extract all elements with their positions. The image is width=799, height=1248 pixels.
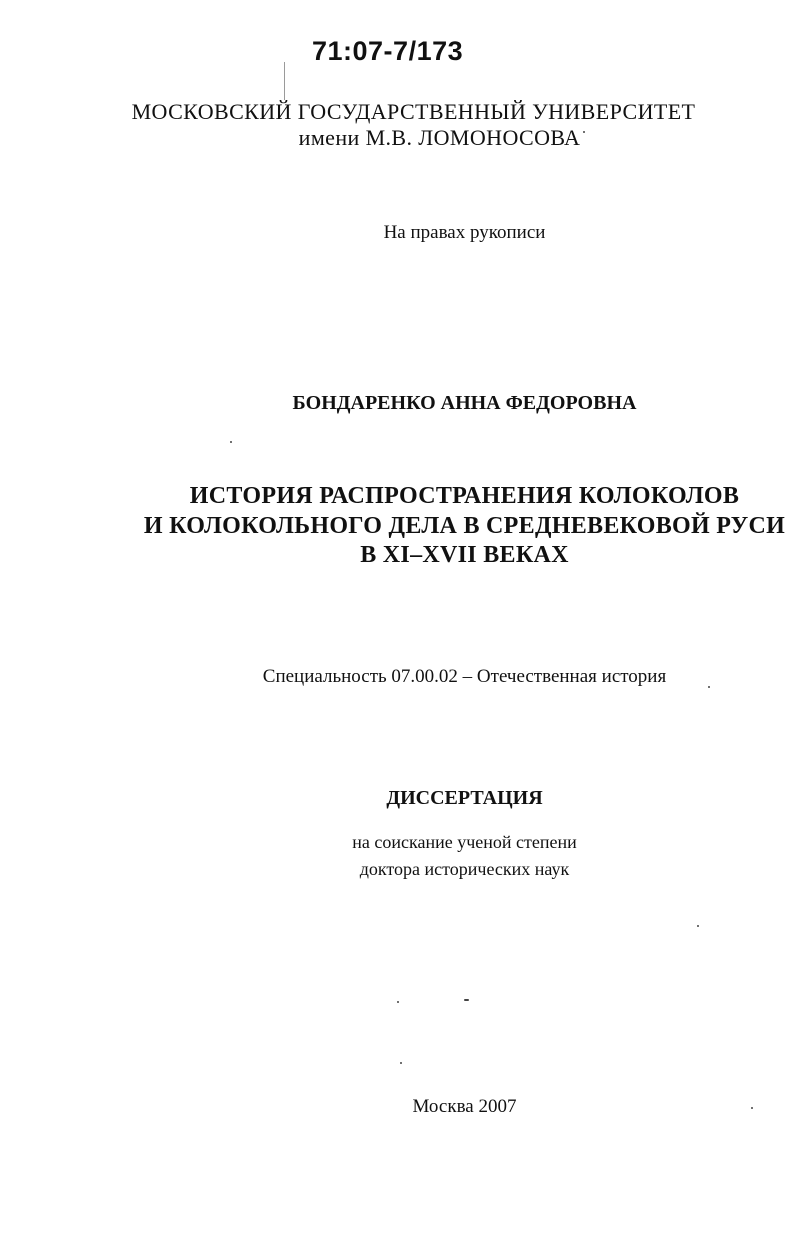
dissertation-title-line-2: И КОЛОКОЛЬНОГО ДЕЛА В СРЕДНЕВЕКОВОЙ РУСИ <box>143 513 786 539</box>
degree-line-1: на соискание ученой степени <box>352 832 577 852</box>
degree-line-2: доктора исторических наук <box>359 859 570 879</box>
document-type: ДИССЕРТАЦИЯ <box>386 787 543 809</box>
scan-speck <box>583 131 585 133</box>
dissertation-title-line-3: В XI–XVII ВЕКАХ <box>360 542 569 568</box>
scan-speck <box>464 999 469 1001</box>
institution-name: МОСКОВСКИЙ ГОСУДАРСТВЕННЫЙ УНИВЕРСИТЕТ <box>131 99 696 124</box>
scan-speck <box>230 441 232 443</box>
dissertation-title-line-1: ИСТОРИЯ РАСПРОСТРАНЕНИЯ КОЛОКОЛОВ <box>189 483 740 509</box>
scan-speck <box>708 686 710 688</box>
manuscript-rights-note: На правах рукописи <box>383 222 546 243</box>
library-stamp-code: 71:07-7/173 <box>312 36 464 66</box>
institution-name-subtitle: имени М.В. ЛОМОНОСОВА <box>298 125 581 150</box>
place-and-year: Москва 2007 <box>412 1096 517 1117</box>
scan-speck <box>751 1107 753 1109</box>
author-name: БОНДАРЕНКО АННА ФЕДОРОВНА <box>292 392 637 414</box>
scan-speck <box>397 1001 399 1003</box>
scan-speck <box>697 925 699 927</box>
scan-mark-vertical <box>284 62 285 100</box>
specialty-line: Специальность 07.00.02 – Отечественная история <box>262 666 667 687</box>
scan-speck <box>400 1062 402 1064</box>
